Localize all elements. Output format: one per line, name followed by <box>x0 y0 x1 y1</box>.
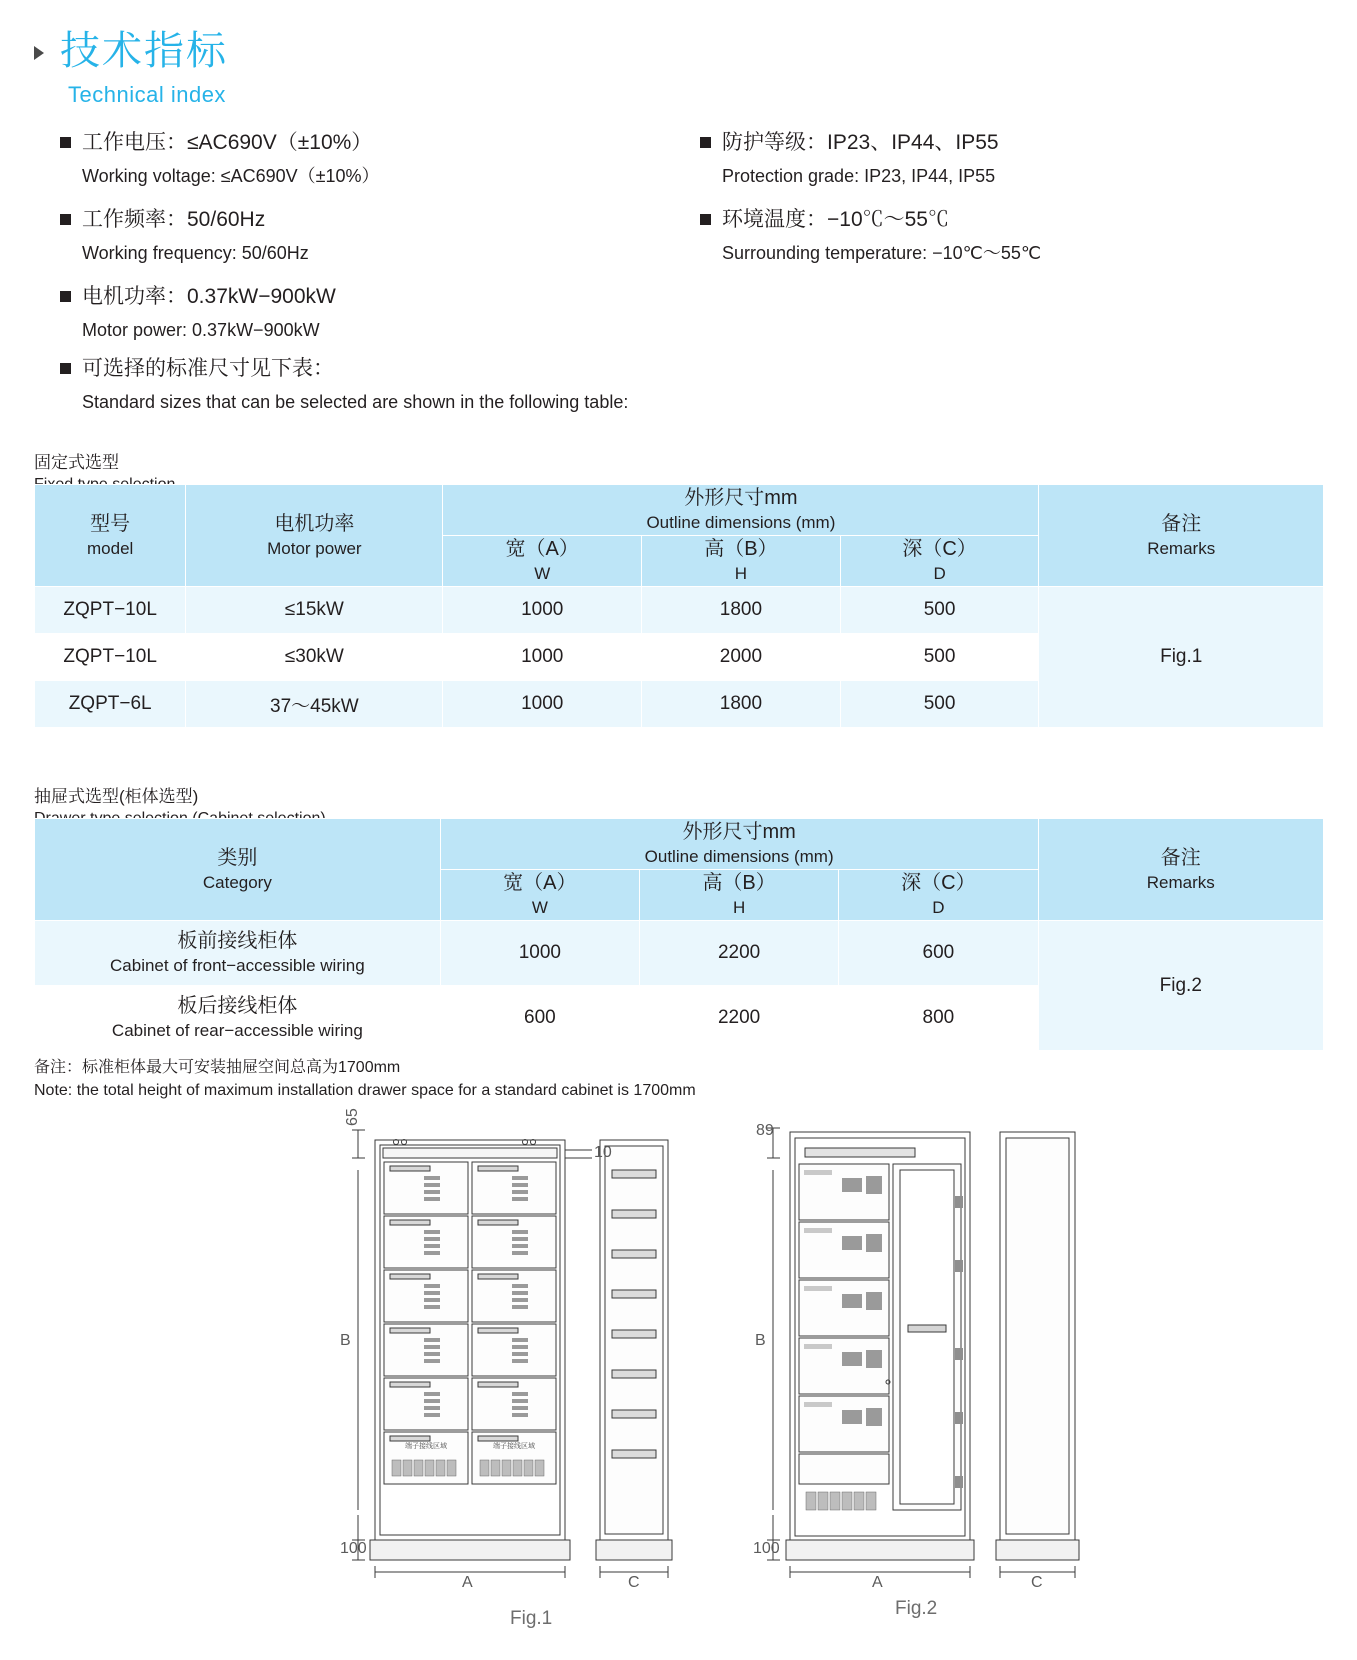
cell-category-en: Cabinet of front−accessible wiring <box>110 956 365 975</box>
th-width-cn: 宽（A） <box>503 872 577 894</box>
spec-cn-line <box>60 128 680 158</box>
spec-text-cn: 环境温度：−10℃～55℃ <box>722 208 949 231</box>
spec-text-cn: 电机功率：0.37kW−900kW <box>82 285 336 308</box>
table-header-row <box>35 485 1324 536</box>
spec-text-en: Working voltage: ≤AC690V（±10%） <box>82 166 380 186</box>
page-title: 技术指标 <box>60 29 228 73</box>
spec-column-right <box>700 128 1340 282</box>
axis-label-C1: C <box>628 1574 640 1591</box>
figure-caption-1: Fig.1 <box>510 1608 553 1629</box>
axis-label-C2: C <box>1031 1574 1043 1591</box>
page-subtitle: Technical index <box>68 82 226 107</box>
table-row <box>35 587 1324 634</box>
fixed-type-table <box>34 484 1324 728</box>
cell-category-en: Cabinet of rear−accessible wiring <box>111 1021 363 1040</box>
spec-item-working-frequency <box>60 205 680 268</box>
drawer-type-caption-cn: 抽屉式选型(柜体选型) <box>34 787 199 806</box>
spec-text-en: Working frequency: 50/60Hz <box>82 243 309 263</box>
page-header <box>34 28 228 108</box>
axis-label-B1: B <box>340 1332 351 1349</box>
th-outline-cn: 外形尺寸mm <box>684 487 798 509</box>
th-remarks-en: Remarks <box>1147 538 1216 558</box>
svg-text:端子接线区域: 端子接线区域 <box>493 1442 535 1450</box>
spec-text-cn: 工作频率：50/60Hz <box>82 208 266 231</box>
spec-text-cn: 工作电压：≤AC690V（±10%） <box>82 131 373 154</box>
th-width <box>440 870 639 921</box>
spec-cn-line <box>700 205 1340 235</box>
spec-item-protection-grade <box>700 128 1340 191</box>
spec-cn-line <box>60 282 680 312</box>
spec-text-en: Motor power: 0.37kW−900kW <box>82 320 320 340</box>
cabinet-drawings-svg <box>0 1100 1357 1640</box>
cell-depth: 500 <box>840 681 1039 728</box>
spec-cn-line <box>700 128 1340 158</box>
th-outline-en: Outline dimensions (mm) <box>646 513 836 532</box>
cell-power: ≤15kW <box>186 587 443 634</box>
th-height-en: H <box>734 564 748 583</box>
dim-label-89: 89 <box>756 1122 774 1139</box>
th-outline-dimensions <box>440 819 1038 870</box>
dim-label-100-left: 100 <box>340 1540 367 1557</box>
th-motor-power-en: Motor power <box>267 538 362 558</box>
th-depth-en: D <box>932 898 945 917</box>
th-model <box>35 485 186 587</box>
title-row <box>34 28 228 74</box>
cell-category-cn: 板前接线柜体 <box>177 930 298 952</box>
spec-item-motor-power <box>60 282 680 345</box>
th-remarks-cn: 备注 <box>1160 846 1201 869</box>
square-bullet-icon <box>700 137 711 148</box>
th-depth <box>839 870 1038 921</box>
cell-model: ZQPT−10L <box>35 634 186 681</box>
svg-text:端子接线区域: 端子接线区域 <box>405 1442 447 1450</box>
cell-height: 2000 <box>642 634 841 681</box>
axis-label-A1: A <box>462 1574 473 1591</box>
th-category-cn: 类别 <box>217 846 258 869</box>
square-bullet-icon <box>700 214 711 225</box>
cell-remark: Fig.1 <box>1039 587 1324 728</box>
spec-item-working-voltage <box>60 128 680 191</box>
square-bullet-icon <box>60 363 71 374</box>
spec-cn-line <box>60 205 680 235</box>
fixed-type-caption-cn: 固定式选型 <box>34 453 119 472</box>
cell-depth: 800 <box>839 986 1038 1051</box>
cell-width: 600 <box>440 986 639 1051</box>
table-header-row <box>35 819 1324 870</box>
cell-model: ZQPT−6L <box>35 681 186 728</box>
th-motor-power <box>186 485 443 587</box>
th-motor-power-cn: 电机功率 <box>274 512 355 535</box>
th-remarks <box>1039 485 1324 587</box>
table-note-cn: 备注：标准柜体最大可安装抽屉空间总高为1700mm <box>34 1059 401 1076</box>
cell-depth: 500 <box>840 587 1039 634</box>
dim-label-65: 65 <box>344 1108 361 1126</box>
th-remarks-cn: 备注 <box>1161 512 1202 535</box>
cell-power: 37～45kW <box>186 681 443 728</box>
th-category <box>35 819 441 921</box>
th-category-en: Category <box>202 872 272 892</box>
square-bullet-icon <box>60 214 71 225</box>
cell-depth: 500 <box>840 634 1039 681</box>
cell-category <box>35 921 441 986</box>
th-height-en: H <box>732 898 746 917</box>
cell-width: 1000 <box>443 587 642 634</box>
spec-cn-line <box>60 354 1060 384</box>
th-depth <box>840 536 1039 587</box>
th-width-cn: 宽（A） <box>505 538 579 560</box>
spec-item-surrounding-temperature <box>700 205 1340 268</box>
spec-text-en: Surrounding temperature: −10℃～55℃ <box>722 243 1042 263</box>
table-row <box>35 921 1324 986</box>
th-outline-cn: 外形尺寸mm <box>682 821 796 843</box>
th-depth-cn: 深（C） <box>901 872 976 894</box>
cell-height: 2200 <box>639 921 838 986</box>
axis-label-A2: A <box>872 1574 883 1591</box>
th-model-en: model <box>87 538 134 558</box>
dim-label-10: 10 <box>594 1144 612 1161</box>
th-width-en: W <box>531 898 548 917</box>
spec-column-left <box>60 128 680 359</box>
th-width <box>443 536 642 587</box>
th-remarks <box>1038 819 1323 921</box>
drawer-type-table <box>34 818 1324 1051</box>
cell-height: 1800 <box>642 587 841 634</box>
th-height-cn: 高（B） <box>704 538 778 560</box>
cell-depth: 600 <box>839 921 1038 986</box>
th-model-cn: 型号 <box>90 512 131 535</box>
spec-text-cn: 可选择的标准尺寸见下表： <box>82 357 334 380</box>
th-depth-cn: 深（C） <box>902 538 977 560</box>
spec-text-cn: 防护等级：IP23、IP44、IP55 <box>722 131 999 154</box>
triangle-bullet-icon <box>34 46 44 60</box>
th-width-en: W <box>534 564 551 583</box>
th-height <box>639 870 838 921</box>
cell-height: 1800 <box>642 681 841 728</box>
table-note-en: Note: the total height of maximum installation drawer space for a standard cabinet is 1700mm <box>34 1082 696 1099</box>
spec-text-en: Protection grade: IP23, IP44, IP55 <box>722 166 996 186</box>
figure-area <box>0 1100 1357 1640</box>
spec-text-en: Standard sizes that can be selected are shown in the following table: <box>82 392 629 412</box>
cell-width: 1000 <box>440 921 639 986</box>
cell-power: ≤30kW <box>186 634 443 681</box>
cell-category-cn: 板后接线柜体 <box>177 995 298 1017</box>
square-bullet-icon <box>60 291 71 302</box>
axis-label-B2: B <box>755 1332 766 1349</box>
th-remarks-en: Remarks <box>1146 872 1215 892</box>
th-outline-dimensions <box>443 485 1039 536</box>
cell-width: 1000 <box>443 634 642 681</box>
th-depth-en: D <box>933 564 946 583</box>
cell-model: ZQPT−10L <box>35 587 186 634</box>
th-height-cn: 高（B） <box>702 872 776 894</box>
cell-category <box>35 986 441 1051</box>
figure-caption-2: Fig.2 <box>895 1598 938 1619</box>
table-note <box>34 1056 696 1102</box>
square-bullet-icon <box>60 137 71 148</box>
spec-item-standard-sizes <box>60 354 1060 417</box>
th-height <box>642 536 841 587</box>
cell-width: 1000 <box>443 681 642 728</box>
dim-label-100-right: 100 <box>753 1540 780 1557</box>
cell-remark: Fig.2 <box>1038 921 1323 1051</box>
th-outline-en: Outline dimensions (mm) <box>644 847 834 866</box>
cell-height: 2200 <box>639 986 838 1051</box>
